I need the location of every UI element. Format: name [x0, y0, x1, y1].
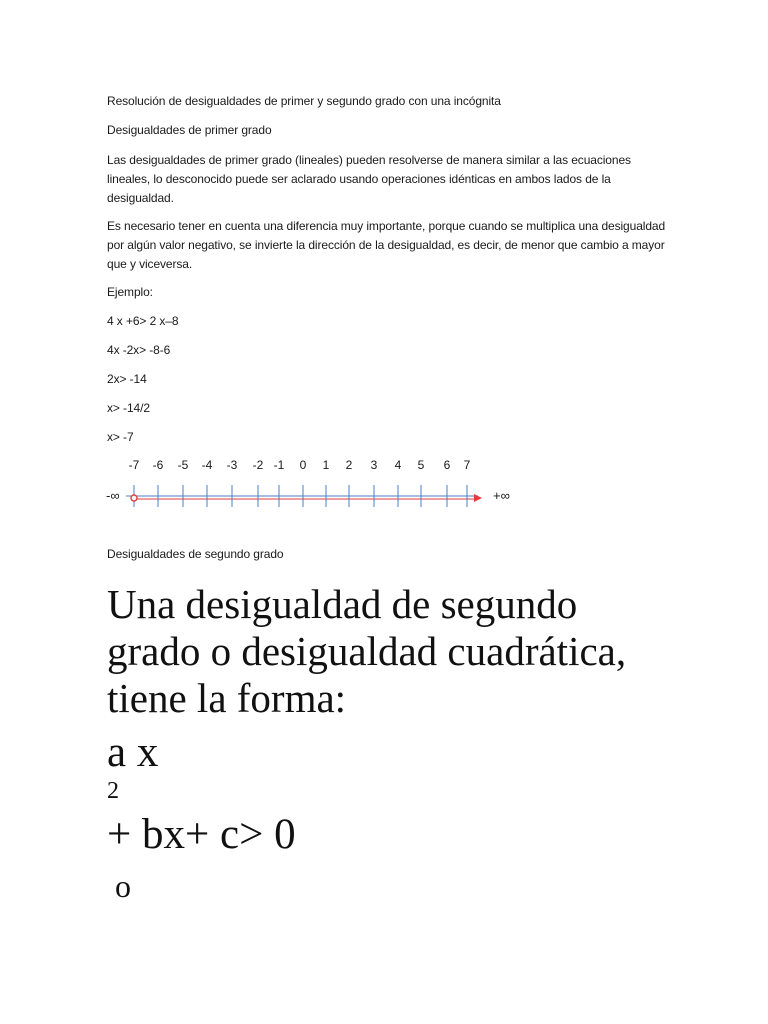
- tick-label: 1: [322, 458, 330, 472]
- open-endpoint-circle: [131, 495, 137, 501]
- example-step-4: x> -14/2: [107, 401, 150, 415]
- paragraph-note: Es necesario tener en cuenta una diferencia muy importante, porque cuando se multiplica una desigualdad por algún valor negativo, se invierte la dirección de la desigualdad, es decir, de menor que cambio a mayor que y viceversa.: [107, 219, 666, 271]
- tick-label: -1: [273, 458, 285, 472]
- example-step-2: 4x -2x> -8-6: [107, 343, 171, 357]
- example-label: Ejemplo:: [107, 285, 153, 299]
- arrow-right-icon: [474, 494, 482, 502]
- example-step-3: 2x> -14: [107, 372, 147, 386]
- big-text-line-1: Una desigualdad de segundo: [107, 581, 578, 627]
- tick-label: 7: [463, 458, 471, 472]
- example-step-5: x> -7: [107, 430, 134, 444]
- section-heading-second-degree: Desigualdades de segundo grado: [107, 547, 284, 561]
- tick-label: 0: [299, 458, 307, 472]
- tick-label: 3: [370, 458, 378, 472]
- minus-infinity-label: -∞: [106, 488, 120, 503]
- plus-infinity-label: +∞: [493, 488, 510, 503]
- formula-exponent: 2: [107, 778, 119, 804]
- tick-label: -7: [128, 458, 140, 472]
- tick-label: -5: [177, 458, 189, 472]
- document-title: Resolución de desigualdades de primer y segundo grado con una incógnita: [107, 94, 501, 108]
- tick-label: -4: [201, 458, 213, 472]
- formula-part-1: a x: [107, 729, 159, 776]
- big-text-line-3: tiene la forma:: [107, 675, 347, 721]
- formula-part-2: + bx+ c> 0: [107, 811, 296, 858]
- example-step-1: 4 x +6> 2 x–8: [107, 314, 179, 328]
- tick-label: -2: [252, 458, 264, 472]
- paragraph-definition: Las desigualdades de primer grado (lineales) pueden resolverse de manera similar a las ecuaciones lineales, lo desconocido puede ser aclarado usando operaciones idénticas en ambos lados de la desigualdad.: [107, 153, 631, 205]
- number-line-labels: [0, 458, 768, 474]
- section-heading-first-degree: Desigualdades de primer grado: [107, 123, 272, 137]
- formula-or: o: [115, 868, 131, 904]
- tick-label: 2: [345, 458, 353, 472]
- tick-label: 6: [443, 458, 451, 472]
- tick-label: 4: [394, 458, 402, 472]
- tick-label: 5: [417, 458, 425, 472]
- big-text-line-2: grado o desigualdad cuadrática,: [107, 628, 627, 674]
- number-line: [0, 480, 768, 512]
- tick-label: -3: [226, 458, 238, 472]
- tick-label: -6: [152, 458, 164, 472]
